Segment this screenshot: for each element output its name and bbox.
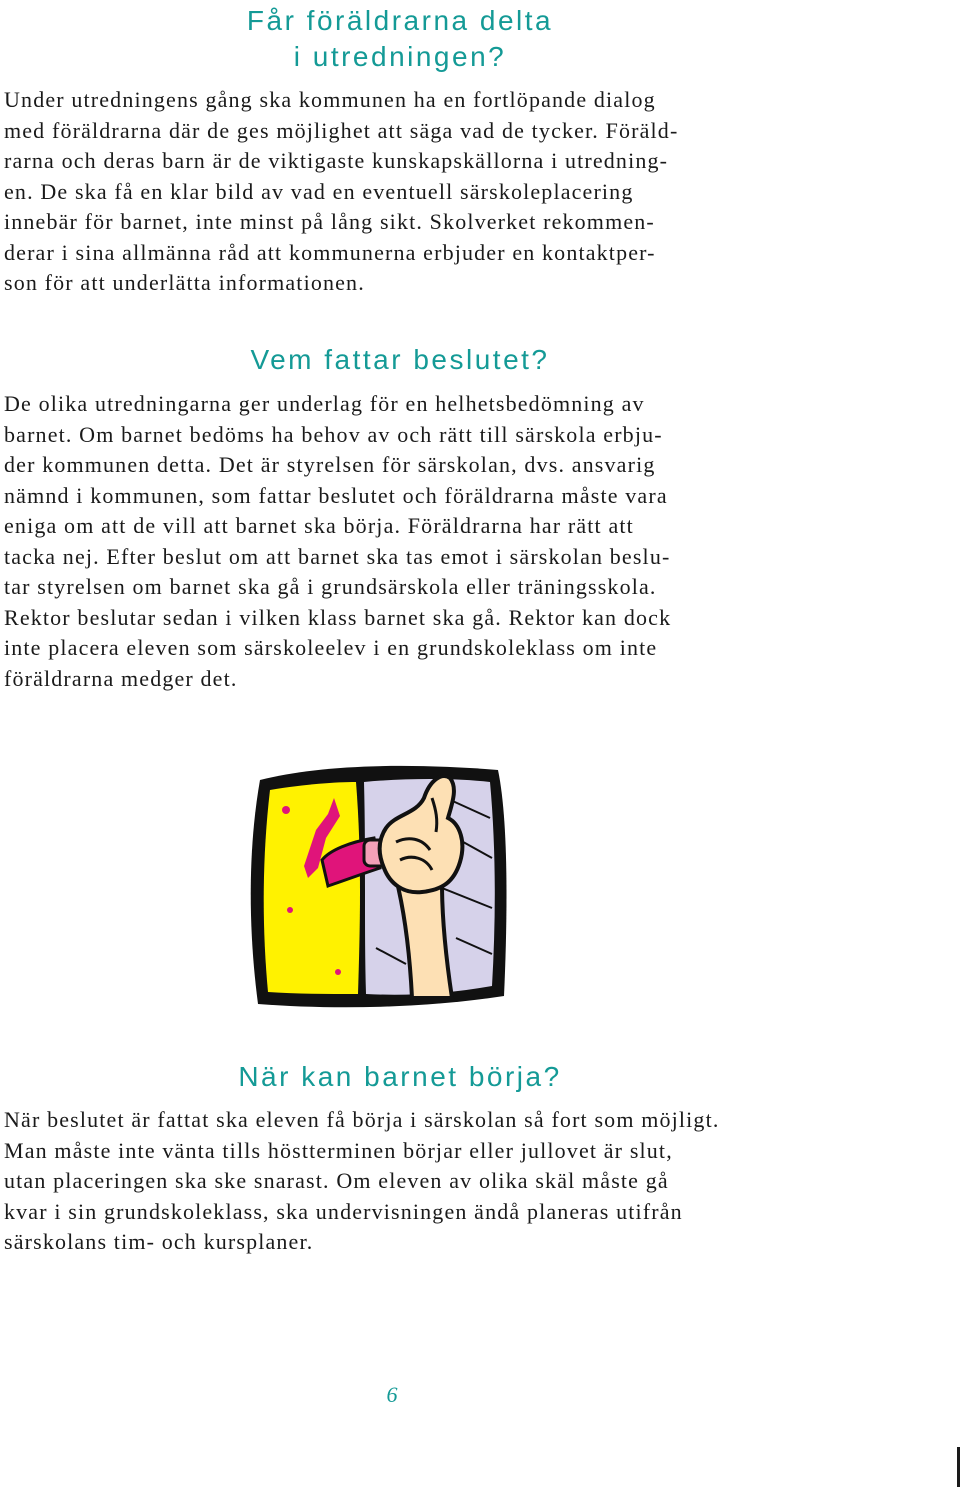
text-line: en. De ska få en klar bild av vad en eventuell särskoleplacering bbox=[4, 178, 634, 204]
text-line: Man måste inte vänta tills höstterminen börjar eller jullovet är slut, bbox=[4, 1137, 673, 1163]
text-line: med föräldrarna där de ges möjlighet att säga vad de tycker. Föräld- bbox=[4, 117, 679, 143]
text-line: der kommunen detta. Det är styrelsen för särskolan, dvs. ansvarig bbox=[4, 452, 656, 477]
text-line: Under utredningens gång ska kommunen ha en fortlöpande dialog bbox=[4, 87, 656, 112]
text-line: tacka nej. Efter beslut om att barnet ska tas emot i särskolan beslu- bbox=[4, 543, 671, 569]
text-line: nämnd i kommunen, som fattar beslutet och föräldrarna måste vara bbox=[4, 482, 668, 508]
illustration-yellow-wall bbox=[264, 782, 360, 994]
text-line: barnet. Om barnet bedöms ha behov av och rätt till särskola erbju- bbox=[4, 421, 663, 447]
heading-line: Får föräldrarna delta bbox=[246, 5, 554, 36]
text-line: innebär för barnet, inte minst på lång sikt. Skolverket rekommen- bbox=[4, 209, 655, 234]
heading-line: i utredningen? bbox=[293, 41, 507, 72]
heading-when-start bbox=[0, 1059, 800, 1095]
text-line: När beslutet är fattat ska eleven få börja i särskolan så fort som möjligt. bbox=[4, 1107, 720, 1132]
text-line: tar styrelsen om barnet ska gå i grundsärskola eller träningsskola. bbox=[4, 574, 657, 599]
illustration-pink-dot bbox=[282, 806, 290, 814]
paragraph-parents-participate bbox=[4, 85, 804, 299]
text-line: inte placera eleven som särskoleelev i en grundskoleklass om inte bbox=[4, 635, 658, 660]
paragraph-when-start bbox=[4, 1105, 804, 1258]
text-line: särskolans tim- och kursplaner. bbox=[4, 1229, 314, 1254]
text-line: föräldrarna medger det. bbox=[4, 665, 238, 691]
text-line: son för att underlätta informationen. bbox=[4, 270, 365, 295]
illustration-pink-dot bbox=[287, 907, 293, 913]
paragraph-who-decides bbox=[4, 389, 804, 694]
heading-parents-participate bbox=[0, 3, 800, 75]
text-line: rarna och deras barn är de viktigaste kunskapskällorna i utredning- bbox=[4, 148, 669, 173]
text-line: kvar i sin grundskoleklass, ska undervisningen ändå planeras utifrån bbox=[4, 1198, 683, 1224]
page-number: 6 bbox=[386, 1382, 398, 1407]
text-line: Rektor beslutar sedan i vilken klass barnet ska gå. Rektor kan dock bbox=[4, 604, 672, 630]
heading-who-decides bbox=[0, 342, 800, 378]
text-line: eniga om att de vill att barnet ska börja. Föräldrarna har rätt att bbox=[4, 513, 634, 538]
text-line: derar i sina allmänna råd att kommunerna erbjuder en kontaktper- bbox=[4, 239, 656, 265]
text-line: De olika utredningarna ger underlag för en helhetsbedömning av bbox=[4, 391, 645, 416]
heading-line: Vem fattar beslutet? bbox=[250, 344, 550, 375]
heading-line: När kan barnet börja? bbox=[238, 1061, 562, 1092]
illustration-pink-dot bbox=[335, 969, 341, 975]
hand-pulling-plug-illustration bbox=[246, 758, 512, 1014]
text-line: utan placeringen ska ske snarast. Om eleven av olika skäl måste gå bbox=[4, 1168, 669, 1193]
